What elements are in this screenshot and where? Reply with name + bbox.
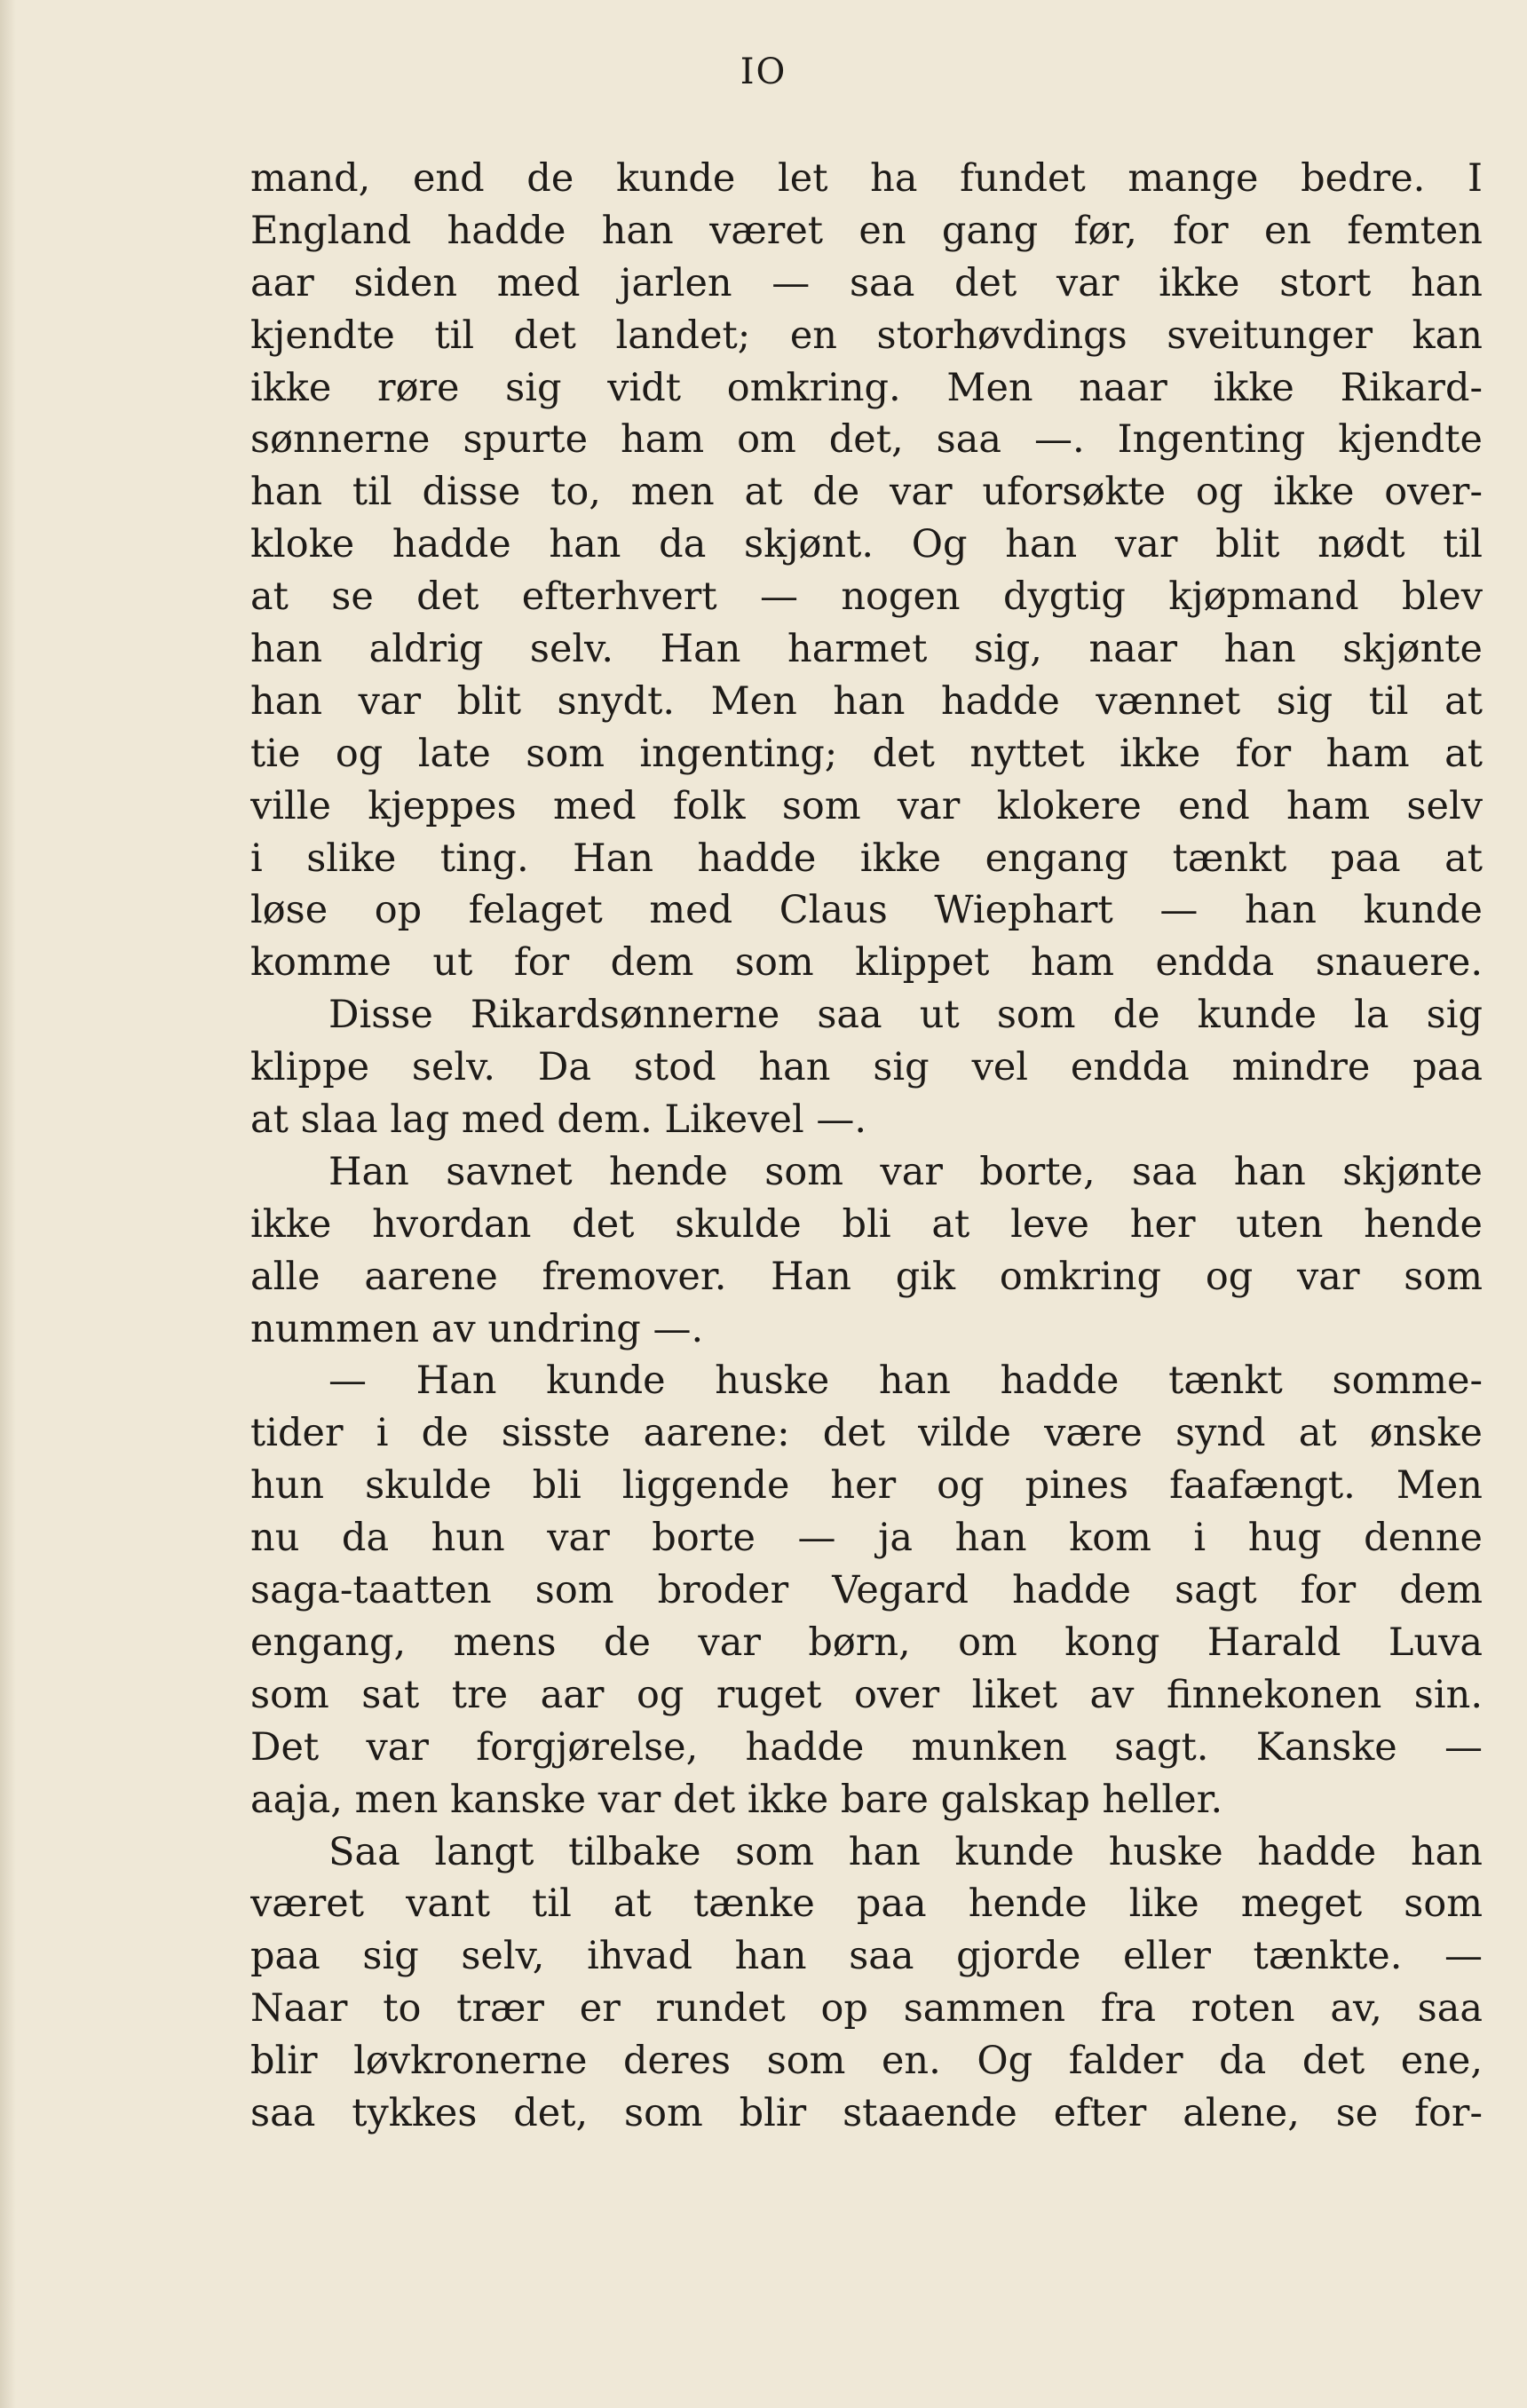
text-line: saga-taatten som broder Vegard hadde sagt for dem — [250, 1568, 1483, 1613]
text-line: alle aarene fremover. Han gik omkring og var som — [250, 1254, 1483, 1299]
text-line: kloke hadde han da skjønt. Og han var blit nødt til — [250, 522, 1483, 567]
text-line: komme ut for dem som klippet ham endda snauere. — [250, 940, 1483, 986]
text-line: aar siden med jarlen — saa det var ikke stort han — [250, 260, 1483, 305]
text-line: at se det efterhvert — nogen dygtig kjøpmand blev — [250, 574, 1483, 620]
text-line: han aldrig selv. Han harmet sig, naar han skjønte — [250, 627, 1483, 672]
text-line: han var blit snydt. Men han hadde vænnet sig til at — [250, 678, 1483, 724]
text-line: han til disse to, men at de var uforsøkte og ikke over- — [250, 470, 1483, 515]
text-line: Det var forgjørelse, hadde munken sagt. Kanske — — [250, 1724, 1483, 1770]
text-line: blir løvkronerne deres som en. Og falder da det ene, — [250, 2039, 1483, 2084]
text-line: ikke hvordan det skulde bli at leve her uten hende — [250, 1201, 1483, 1247]
text-line: paa sig selv, ihvad han saa gjorde eller tænkte. — — [250, 1934, 1483, 1979]
text-line: i slike ting. Han hadde ikke engang tænkt paa at — [250, 836, 1483, 881]
text-line: sønnerne spurte ham om det, saa —. Ingenting kjendte — [250, 417, 1483, 463]
text-line: nummen av undring —. — [250, 1306, 704, 1351]
text-line: — Han kunde huske han hadde tænkt somme- — [328, 1358, 1483, 1404]
text-line: ville kjeppes med folk som var klokere end ham selv — [250, 783, 1483, 828]
text-line: været vant til at tænke paa hende like meget som — [250, 1881, 1483, 1927]
text-line: klippe selv. Da stod han sig vel endda mindre paa — [250, 1045, 1483, 1090]
text-line: England hadde han været en gang før, for en femten — [250, 208, 1483, 253]
page-edge-shadow — [0, 0, 16, 2408]
text-line: Disse Rikardsønnerne saa ut som de kunde la sig — [328, 993, 1483, 1038]
text-line: ikke røre sig vidt omkring. Men naar ikke Rikard- — [250, 365, 1483, 410]
text-line: mand, end de kunde let ha fundet mange bedre. I — [250, 156, 1483, 201]
text-line: tider i de sisste aarene: det vilde være synd at ønske — [250, 1411, 1483, 1456]
text-line: Saa langt tilbake som han kunde huske hadde han — [328, 1829, 1483, 1874]
text-line: Han savnet hende som var borte, saa han skjønte — [328, 1149, 1483, 1194]
text-line: Naar to trær er rundet op sammen fra roten av, saa — [250, 1986, 1483, 2032]
text-line: at slaa lag med dem. Likevel —. — [250, 1097, 867, 1143]
text-line: som sat tre aar og ruget over liket av finnekonen sin. — [250, 1672, 1483, 1717]
text-line: aaja, men kanske var det ikke bare galskap heller. — [250, 1777, 1223, 1822]
text-line: nu da hun var borte — ja han kom i hug denne — [250, 1516, 1483, 1561]
text-line: løse op felaget med Claus Wiephart — han kunde — [250, 888, 1483, 933]
text-line: saa tykkes det, som blir staaende efter alene, se for- — [250, 2090, 1483, 2135]
text-line: tie og late som ingenting; det nyttet ikke for ham at — [250, 731, 1483, 776]
text-line: engang, mens de var børn, om kong Harald Luva — [250, 1620, 1483, 1665]
text-line: kjendte til det landet; en storhøvdings sveitunger kan — [250, 313, 1483, 358]
page-number: IO — [740, 51, 787, 92]
body-text — [250, 153, 1483, 2140]
text-line: hun skulde bli liggende her og pines faafængt. Men — [250, 1463, 1483, 1509]
